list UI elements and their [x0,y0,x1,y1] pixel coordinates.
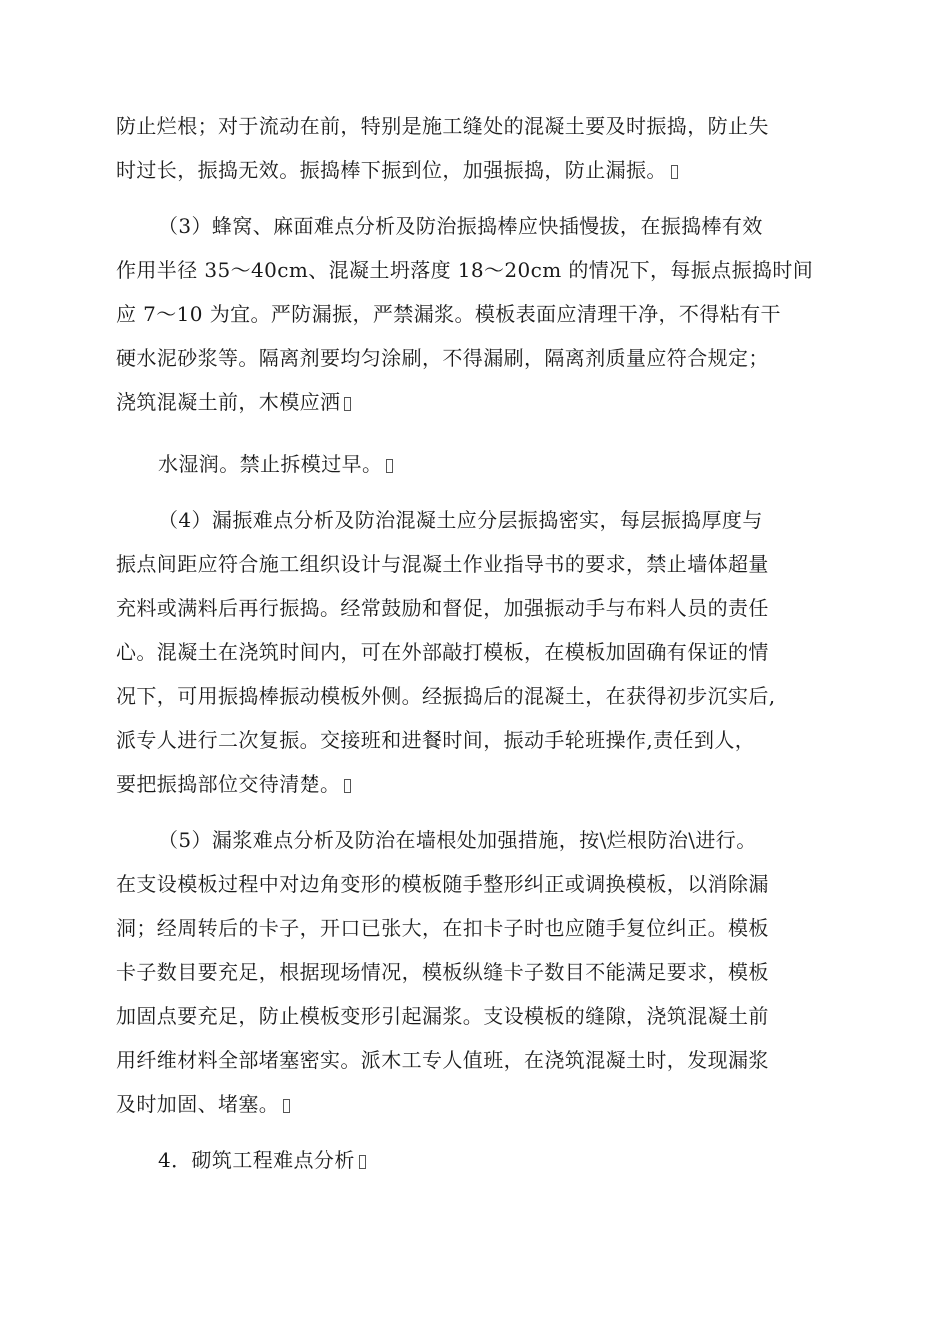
paragraph-mark-icon [359,1155,366,1169]
text-line [116,638,769,666]
line-text: 派专人进行二次复振。交接班和进餐时间，振动手轮班操作,责任到人， [116,728,756,752]
paragraph-mark-icon [386,459,393,473]
text-line [116,958,769,986]
text-line [116,770,351,798]
line-text: 况下，可用振捣棒振动模板外侧。经振捣后的混凝土，在获得初步沉实后, [116,684,776,708]
line-text: 作用半径 35～40cm、混凝土坍落度 18～20cm 的情况下，每振点振捣时间 [116,258,814,282]
text-line [158,450,393,478]
text-line [116,1002,769,1030]
line-text: 用纤维材料全部堵塞密实。派木工专人值班，在浇筑混凝土时，发现漏浆 [116,1048,769,1072]
line-text: 要把振捣部位交待清楚。 [116,772,341,796]
text-line [116,914,769,942]
line-text: （4）漏振难点分析及防治混凝土应分层振捣密实，每层振捣厚度与 [158,508,763,532]
line-text: （5）漏浆难点分析及防治在墙根处加强措施，按\烂根防治\进行。 [158,828,757,852]
paragraph-mark-icon [344,779,351,793]
text-line [116,1090,290,1118]
line-text: 水湿润。禁止拆模过早。 [158,452,383,476]
line-text: 浇筑混凝土前，木模应洒 [116,390,341,414]
text-line [116,1046,769,1074]
paragraph-mark-icon [671,165,678,179]
line-text: 应 7～10 为宜。严防漏振，严禁漏浆。模板表面应清理干净，不得粘有干 [116,302,781,326]
section-heading [158,1146,366,1174]
text-line [116,344,769,372]
line-text: 加固点要充足，防止模板变形引起漏浆。支设模板的缝隙，浇筑混凝土前 [116,1004,769,1028]
line-text: 卡子数目要充足，根据现场情况，模板纵缝卡子数目不能满足要求，模板 [116,960,769,984]
text-line [116,256,813,284]
text-line [158,506,763,534]
line-text: 心。混凝土在浇筑时间内，可在外部敲打模板，在模板加固确有保证的情 [116,640,769,664]
paragraph-mark-icon [283,1099,290,1113]
line-text: 及时加固、堵塞。 [116,1092,280,1116]
line-text: 洞；经周转后的卡子，开口已张大，在扣卡子时也应随手复位纠正。模板 [116,916,769,940]
line-text: 振点间距应符合施工组织设计与混凝土作业指导书的要求，禁止墙体超量 [116,552,769,576]
line-text: 4．砌筑工程难点分析 [158,1148,355,1172]
text-line [116,156,678,184]
line-text: 在支设模板过程中对边角变形的模板随手整形纠正或调换模板，以消除漏 [116,872,769,896]
paragraph-mark-icon [344,397,351,411]
text-line [158,826,757,854]
text-line [116,682,776,710]
text-line [116,112,769,140]
line-text: 防止烂根；对于流动在前，特别是施工缝处的混凝土要及时振捣，防止失 [116,114,769,138]
text-line [116,300,781,328]
line-text: 充料或满料后再行振捣。经常鼓励和督促，加强振动手与布料人员的责任 [116,596,769,620]
text-line [116,550,769,578]
line-text: （3）蜂窝、麻面难点分析及防治振捣棒应快插慢拔，在振捣棒有效 [158,214,763,238]
text-line [116,870,769,898]
line-text: 硬水泥砂浆等。隔离剂要均匀涂刷，不得漏刷，隔离剂质量应符合规定； [116,346,769,370]
text-line [116,726,755,754]
text-line [116,594,769,622]
text-line [158,212,763,240]
line-text: 时过长，振捣无效。振捣棒下振到位，加强振捣，防止漏振。 [116,158,667,182]
text-line [116,388,351,416]
